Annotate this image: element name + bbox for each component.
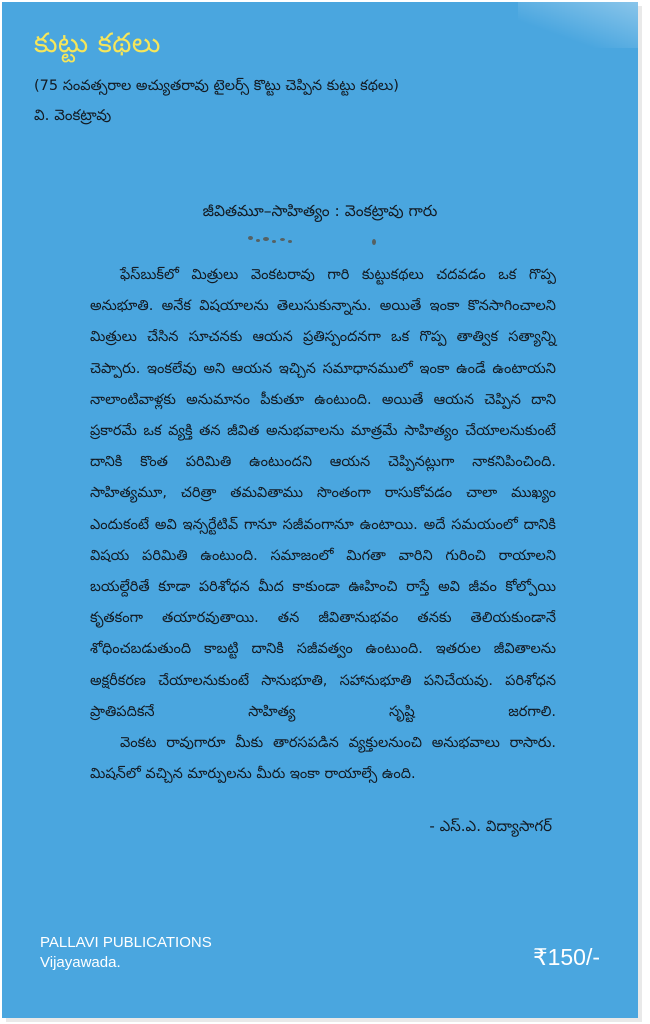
back-cover — [2, 2, 638, 1018]
publisher-name: PALLAVI PUBLICATIONS — [40, 934, 212, 951]
essay-signature: - ఎస్.ఎ. విద్యాసాగర్ — [429, 817, 552, 835]
book-title: కుట్టు కథలు — [34, 28, 161, 59]
cover-wear — [518, 2, 638, 48]
essay-title: జీవితమూ–సాహిత్యం : వెంకట్రావు గారు — [202, 202, 438, 220]
publisher-city: Vijayawada. — [40, 954, 121, 971]
essay-body — [90, 260, 556, 790]
book-author: వి. వెంకట్రావు — [34, 106, 112, 124]
essay-paragraph-2: వెంకట రావుగారూ మీకు తారసపడిన వ్యక్తులనుంచి అనుభవాలు రాసారు. మిషన్‌లో వచ్చిన మార్పులను మీరు ఇంకా రాయాల్సే ఉంది. — [90, 735, 556, 783]
book-price: ₹150/- — [532, 944, 600, 970]
publisher-block — [40, 933, 212, 973]
book-subtitle: (75 సంవత్సరాల అచ్యుతరావు టైలర్స్ కొట్టు చెప్పిన కుట్టు కథలు) — [34, 78, 399, 94]
essay-paragraph-1: ఫేస్‌బుక్‌లో మిత్రులు వెంకటరావు గారి కుట్టుకథలు చదవడం ఒక గొప్ప అనుభూతి. అనేక విషయాలను తెలుసుకున్నాను. అయితే ఇంకా కొనసాగించాలని మిత్రులు చేసిన సూచనకు ఆయన ప్రతిస్పందనగా ఒక గొప్ప తాత్విక సత్యాన్ని చెప్పారు. ఇంకలేవు అని ఆయన ఇచ్చిన సమాధానములో ఇంకా ఉండే ఉంటాయని నాలాంటివాళ్లకు అనుమానం పీకుతూ ఉంటుంది. అయితే ఆయన చెప్పిన దాని ప్రకారమే ఒక వ్యక్తి తన జీవిత అనుభవాలను మాత్రమే సాహిత్యం చేయాలనుకుంటే దానికి కొంత పరిమితి ఉంటుందని ఆయన చెప్పినట్లుగా నాకనిపించింది. సాహిత్యమూ, చరిత్రా తమవితాము సొంతంగా రాసుకోవడం చాలా ముఖ్యం ఎందుకంటే అవి ఇన్సర్టేటివ్ గానూ సజీవంగానూ ఉంటాయి. అదే సమయంలో దానికి విషయ పరిమితి ఉంటుంది. సమాజంలో మిగతా వారిని గురించి రాయాలని బయల్దేరితే కూడా పరిశోధన మీద కాకుండా ఊహించి రాస్తే అవి జీవం కోల్పోయి కృతకంగా తయారవుతాయి. తన జీవితానుభవం తనకు తెలియకుండానే శోధించబడుతుంది కాబట్టి దానికి సజీవత్వం ఉంటుంది. ఇతరుల జీవితాలను అక్షరీకరణ చేయాలనుకుంటే సానుభూతి, సహానుభూతి పనిచేయవు. పరిశోధన ప్రాతిపదికనే సాహిత్య సృష్టి జరగాలి. — [90, 267, 556, 720]
